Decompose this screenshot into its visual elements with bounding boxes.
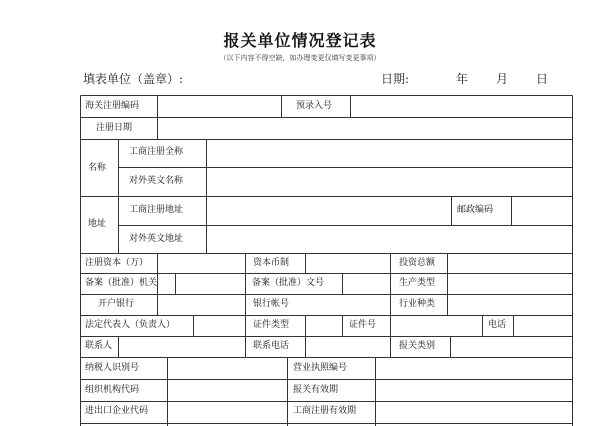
biz-address-label: 工商注册地址 [129, 205, 184, 215]
capital-currency-label: 资本币制 [253, 258, 290, 268]
postal-code-label: 邮政编码 [457, 205, 494, 215]
ie-enterprise-code-field[interactable] [168, 402, 287, 423]
foreign-address-field[interactable] [207, 226, 572, 253]
industry-type-label: 行业种类 [399, 299, 436, 309]
id-type-label: 证件类型 [253, 320, 290, 330]
filing-doc-no-field[interactable] [343, 274, 390, 294]
form-subtitle: （以下内容不得空缺，如办理变更仅填写变更事项） [219, 54, 381, 62]
customs-validity-field[interactable] [376, 380, 572, 401]
reg-date-label: 注册日期 [96, 123, 133, 133]
total-investment-field[interactable] [448, 254, 572, 273]
industry-type-field[interactable] [448, 295, 572, 315]
foreign-name-field[interactable] [207, 168, 572, 196]
biz-reg-validity-label: 工商注册有效期 [293, 406, 357, 416]
postal-code-field[interactable] [512, 197, 572, 225]
year-label: 年 [456, 72, 469, 86]
capital-currency-field[interactable] [306, 254, 390, 273]
phone-label: 电话 [488, 320, 507, 330]
id-no-field[interactable] [391, 316, 482, 336]
form-title: 报关单位情况登记表 [223, 31, 377, 50]
id-type-field[interactable] [306, 316, 342, 336]
customs-validity-label: 报关有效期 [293, 385, 339, 395]
id-no-label: 证件号 [349, 320, 377, 330]
day-label: 日 [536, 72, 549, 86]
month-label: 月 [496, 72, 509, 86]
address-label: 地址 [88, 219, 107, 229]
org-code-field[interactable] [168, 380, 287, 401]
reg-capital-label: 注册资本（万） [85, 258, 149, 268]
bank-label: 开户银行 [98, 299, 135, 309]
bank-account-label: 银行帐号 [253, 299, 290, 309]
pre-entry-no-field[interactable] [351, 96, 572, 117]
foreign-name-label: 对外英文名称 [129, 176, 184, 186]
filling-unit-label: 填表单位（盖章）: [83, 72, 184, 86]
contact-phone-label: 联系电话 [253, 341, 290, 351]
reg-capital-field[interactable] [158, 254, 245, 273]
declaration-type-label: 报关类别 [399, 341, 436, 351]
contact-label: 联系人 [85, 341, 113, 351]
date-label: 日期: [381, 72, 410, 86]
customs-reg-code-field[interactable] [158, 96, 281, 117]
bank-account-field[interactable] [306, 295, 390, 315]
filing-authority-field[interactable] [176, 274, 245, 294]
org-code-label: 组织机构代码 [85, 385, 140, 395]
filing-authority-label: 备案（批准）机关 [85, 278, 158, 288]
biz-full-name-label: 工商注册全称 [129, 147, 184, 157]
foreign-address-label: 对外英文地址 [129, 234, 184, 244]
bank-field[interactable] [158, 295, 245, 315]
filing-doc-no-label: 备案（批准）文号 [252, 278, 325, 288]
contact-phone-field[interactable] [306, 337, 390, 357]
reg-date-field[interactable] [158, 118, 572, 139]
business-license-no-field[interactable] [376, 358, 572, 379]
biz-full-name-field[interactable] [207, 140, 572, 167]
contact-field[interactable] [119, 337, 245, 357]
customs-reg-code-label: 海关注册编码 [85, 101, 140, 111]
phone-field[interactable] [514, 316, 572, 336]
name-label: 名称 [88, 163, 107, 173]
taxpayer-id-label: 纳税人识别号 [85, 363, 140, 373]
production-type-label: 生产类型 [399, 278, 436, 288]
production-type-field[interactable] [448, 274, 572, 294]
total-investment-label: 投资总额 [399, 258, 436, 268]
business-license-no-label: 营业执照编号 [293, 363, 348, 373]
pre-entry-no-label: 预录入号 [296, 101, 333, 111]
declaration-type-field[interactable] [451, 337, 572, 357]
taxpayer-id-field[interactable] [168, 358, 287, 379]
ie-enterprise-code-label: 进出口企业代码 [85, 406, 149, 416]
legal-rep-label: 法定代表人（负责人） [85, 320, 176, 330]
legal-rep-field[interactable] [194, 316, 245, 336]
biz-address-field[interactable] [207, 197, 451, 225]
biz-reg-validity-field[interactable] [376, 402, 572, 423]
